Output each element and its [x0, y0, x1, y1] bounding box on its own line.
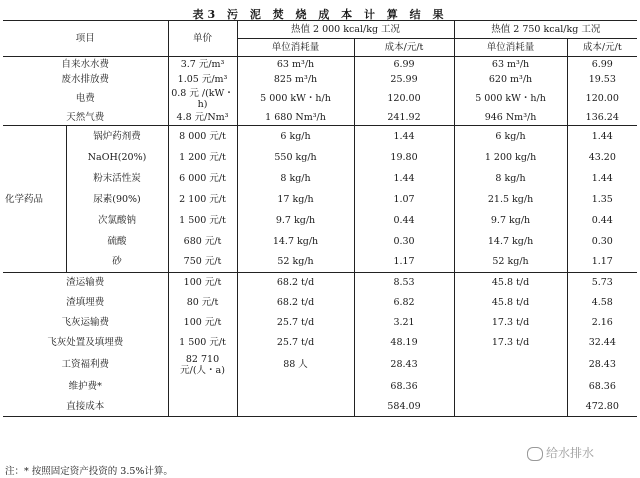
consumption-2000: 550 kg/h: [237, 147, 354, 168]
cost-2750: 4.58: [567, 293, 637, 313]
top-section: [3, 57, 637, 126]
table-note: 注：* 按照固定资产投资的 3.5%计算。: [5, 466, 173, 477]
table-row: [3, 252, 637, 273]
consumption-2750: 21.5 kg/h: [454, 189, 567, 210]
unit-price: 4.8 元/Nm³: [168, 111, 237, 126]
unit-price: 680 元/t: [168, 231, 237, 252]
cost-2750: 1.17: [567, 252, 637, 273]
consumption-2750: 17.3 t/d: [454, 313, 567, 333]
cost-2750: 43.20: [567, 147, 637, 168]
cost-2000: 1.44: [354, 168, 454, 189]
consumption-2000: [237, 397, 354, 417]
watermark-text: 给水排水: [545, 446, 594, 460]
table-row: [3, 147, 637, 168]
item-name: 锅炉药剂费: [66, 126, 168, 147]
item-name: 渣运输费: [66, 277, 105, 289]
table-row: [3, 72, 637, 87]
consumption-2750: 14.7 kg/h: [454, 231, 567, 252]
consumption-2000: 63 m³/h: [237, 57, 354, 72]
consumption-2000: 88 人: [237, 353, 354, 377]
consumption-2000: 825 m³/h: [237, 72, 354, 87]
cost-2750: 1.44: [567, 168, 637, 189]
item-name: 砂: [66, 252, 168, 273]
header-consumption-2: 单位消耗量: [454, 39, 567, 57]
cost-2750: 2.16: [567, 313, 637, 333]
unit-price: 1.05 元/m³: [168, 72, 237, 87]
consumption-2750: 5 000 kW・h/h: [454, 87, 567, 111]
table-row: [3, 293, 637, 313]
cost-2000: 19.80: [354, 147, 454, 168]
table-row: [3, 210, 637, 231]
table-row: [3, 87, 637, 111]
consumption-2750: 620 m³/h: [454, 72, 567, 87]
unit-price: 100 元/t: [168, 273, 237, 293]
consumption-2000: 68.2 t/d: [237, 273, 354, 293]
consumption-2750: 6 kg/h: [454, 126, 567, 147]
cost-2000: 1.07: [354, 189, 454, 210]
item-name: 工资福利费: [61, 359, 110, 370]
unit-price: 750 元/t: [168, 252, 237, 273]
watermark: [527, 444, 594, 461]
cost-2000: 8.53: [354, 273, 454, 293]
consumption-2000: 9.7 kg/h: [237, 210, 354, 231]
header-case-2750: 热值 2 750 kcal/kg 工况: [454, 21, 637, 39]
consumption-2750: [454, 397, 567, 417]
table-row: [3, 397, 637, 417]
item-name: 直接成本: [3, 397, 168, 417]
cost-2750: 19.53: [567, 72, 637, 87]
consumption-2750: 52 kg/h: [454, 252, 567, 273]
cost-2750: 472.80: [567, 397, 637, 417]
cost-2000: 68.36: [354, 377, 454, 397]
table-row: [3, 126, 637, 147]
header-item: 项目: [3, 21, 168, 57]
cost-2000: 0.30: [354, 231, 454, 252]
table-row: [3, 111, 637, 126]
item-name: 天然气费: [3, 111, 168, 126]
cost-2750: 136.24: [567, 111, 637, 126]
consumption-2000: 25.7 t/d: [237, 333, 354, 353]
cost-2000: 6.82: [354, 293, 454, 313]
item-name: 维护费*: [68, 381, 102, 392]
header-case-2000: 热值 2 000 kcal/kg 工况: [237, 21, 454, 39]
consumption-2750: 63 m³/h: [454, 57, 567, 72]
consumption-2750: 45.8 t/d: [454, 273, 567, 293]
consumption-2000: 6 kg/h: [237, 126, 354, 147]
table-row: [3, 189, 637, 210]
cost-2000: 3.21: [354, 313, 454, 333]
header-cost-2: 成本/元/t: [567, 39, 637, 57]
unit-price: 8 000 元/t: [168, 126, 237, 147]
unit-price: 2 100 元/t: [168, 189, 237, 210]
item-name: 飞灰运输费: [61, 317, 110, 328]
cost-2750: 1.35: [567, 189, 637, 210]
cost-2000: 6.99: [354, 57, 454, 72]
cost-2750: 1.44: [567, 126, 637, 147]
consumption-2000: 1 680 Nm³/h: [237, 111, 354, 126]
table-row: [3, 333, 637, 353]
cost-2000: 48.19: [354, 333, 454, 353]
item-name: 粉末活性炭: [66, 168, 168, 189]
unit-price: [168, 377, 237, 397]
cost-2000: 25.99: [354, 72, 454, 87]
cost-2750: 120.00: [567, 87, 637, 111]
consumption-2750: 17.3 t/d: [454, 333, 567, 353]
consumption-2750: 8 kg/h: [454, 168, 567, 189]
consumption-2000: [237, 377, 354, 397]
unit-price: 0.8 元 /(kW・h): [168, 87, 237, 111]
unit-price: [168, 397, 237, 417]
unit-price: 6 000 元/t: [168, 168, 237, 189]
consumption-2000: 52 kg/h: [237, 252, 354, 273]
header-unit-price: 单价: [168, 21, 237, 57]
consumption-2750: [454, 377, 567, 397]
item-name: 电费: [75, 93, 95, 104]
cost-2000: 120.00: [354, 87, 454, 111]
header-consumption-1: 单位消耗量: [237, 39, 354, 57]
item-name: 次氯酸钠: [66, 210, 168, 231]
table-row: [3, 377, 637, 397]
consumption-2750: 946 Nm³/h: [454, 111, 567, 126]
unit-price: 1 500 元/t: [168, 333, 237, 353]
cost-2750: 68.36: [567, 377, 637, 397]
bottom-section: [3, 273, 637, 417]
consumption-2750: [454, 353, 567, 377]
unit-price: 80 元/t: [168, 293, 237, 313]
table-row: [3, 231, 637, 252]
item-name: 尿素(90%): [66, 189, 168, 210]
cost-2750: 6.99: [567, 57, 637, 72]
wechat-icon: [527, 447, 543, 461]
consumption-2750: 45.8 t/d: [454, 293, 567, 313]
table-row: [3, 57, 637, 72]
cost-2750: 0.44: [567, 210, 637, 231]
cost-2000: 0.44: [354, 210, 454, 231]
consumption-2000: 17 kg/h: [237, 189, 354, 210]
table-row: [3, 168, 637, 189]
consumption-2750: 9.7 kg/h: [454, 210, 567, 231]
consumption-2000: 8 kg/h: [237, 168, 354, 189]
unit-price: 100 元/t: [168, 313, 237, 333]
cost-2000: 1.44: [354, 126, 454, 147]
item-name: 废水排放费: [61, 73, 110, 85]
table-row: [3, 273, 637, 293]
cost-table: [3, 20, 637, 417]
table-title: 表3 污 泥 焚 烧 成 本 计 算 结 果: [192, 8, 448, 21]
header-row-1: [3, 21, 637, 39]
unit-price: 1 200 元/t: [168, 147, 237, 168]
consumption-2000: 14.7 kg/h: [237, 231, 354, 252]
unit-price: 1 500 元/t: [168, 210, 237, 231]
item-name: NaOH(20%): [66, 147, 168, 168]
cost-2000: 241.92: [354, 111, 454, 126]
category-chemicals: 化学药品: [3, 126, 66, 273]
header-cost-1: 成本/元/t: [354, 39, 454, 57]
item-name: 飞灰处置及填埋费: [47, 337, 124, 348]
table-row: [3, 353, 637, 377]
cost-2750: 28.43: [567, 353, 637, 377]
consumption-2000: 25.7 t/d: [237, 313, 354, 333]
cost-2000: 584.09: [354, 397, 454, 417]
consumption-2750: 1 200 kg/h: [454, 147, 567, 168]
consumption-2000: 5 000 kW・h/h: [237, 87, 354, 111]
unit-price: 82 710 元/(人・a): [168, 353, 237, 377]
cost-2000: 1.17: [354, 252, 454, 273]
table-row: [3, 313, 637, 333]
cost-2750: 0.30: [567, 231, 637, 252]
consumption-2000: 68.2 t/d: [237, 293, 354, 313]
chem-section: [3, 126, 637, 273]
cost-2750: 32.44: [567, 333, 637, 353]
unit-price: 3.7 元/m³: [168, 57, 237, 72]
cost-2750: 5.73: [567, 273, 637, 293]
item-name: 渣填埋费: [66, 297, 105, 308]
item-name: 硫酸: [66, 231, 168, 252]
item-name: 自来水水费: [61, 58, 110, 70]
cost-2000: 28.43: [354, 353, 454, 377]
